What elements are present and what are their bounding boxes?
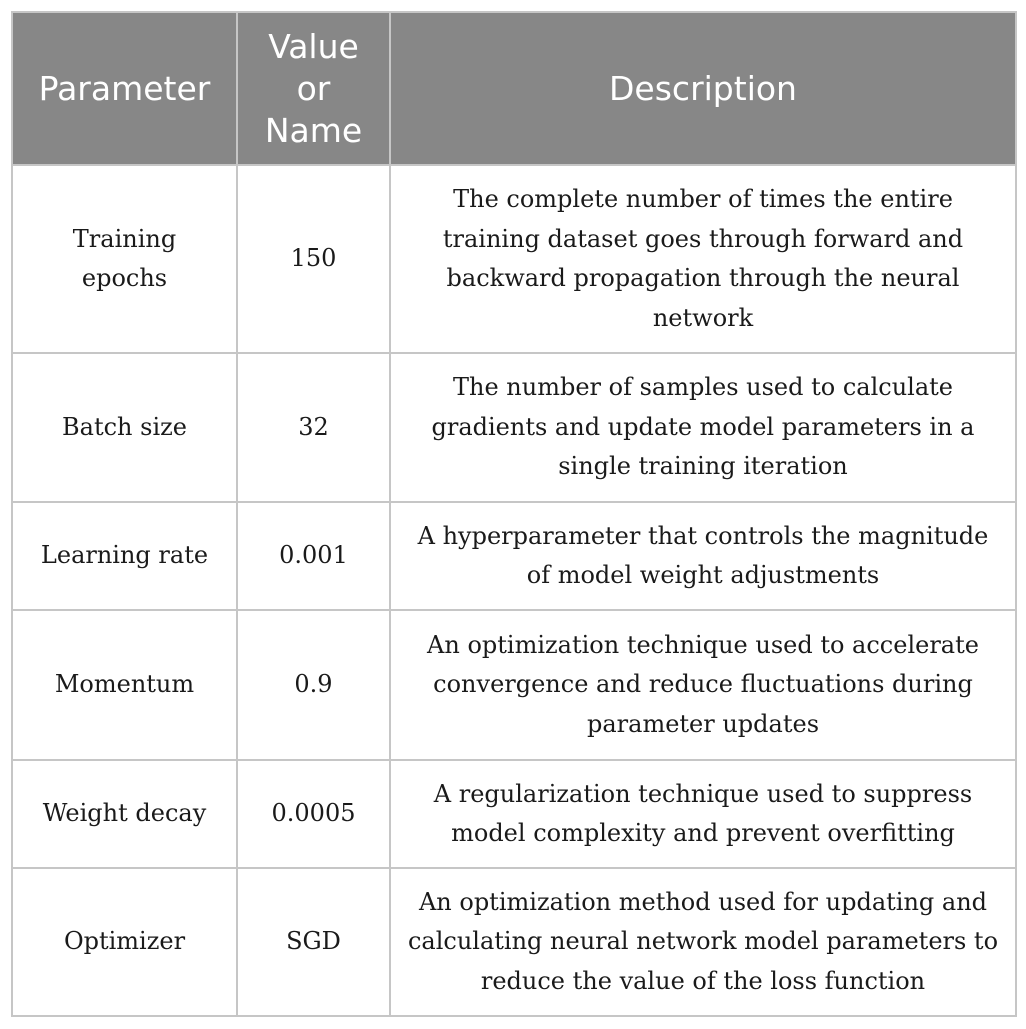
cell-parameter: Weight decay [12,760,237,868]
header-description: Description [390,12,1016,165]
cell-parameter [12,165,237,353]
cell-parameter: Batch size [12,353,237,502]
table-row [12,760,1016,868]
cell-value: SGD [237,868,390,1016]
table-row [12,353,1016,502]
table-header [12,12,1016,165]
cell-description: A regularization technique used to suppress model complexity and prevent overfitting [390,760,1016,868]
parameter-table [11,11,1017,1017]
parameter-label: Training epochs [72,224,177,292]
cell-description: An optimization technique used to accelerate convergence and reduce fluctuations during parameter updates [390,610,1016,760]
cell-description: A hyperparameter that controls the magnitude of model weight adjustments [390,502,1016,610]
table-row [12,165,1016,353]
cell-description: The complete number of times the entire training dataset goes through forward and backward propagation through the neural network [390,165,1016,353]
cell-value: 150 [237,165,390,353]
header-parameter: Parameter [12,12,237,165]
cell-value: 32 [237,353,390,502]
cell-description: An optimization method used for updating and calculating neural network model parameters to reduce the value of the loss function [390,868,1016,1016]
cell-parameter: Momentum [12,610,237,760]
table-row [12,502,1016,610]
cell-value: 0.001 [237,502,390,610]
table-row [12,868,1016,1016]
table-row [12,610,1016,760]
table-body [12,165,1016,1016]
header-value-label: Value or Name [264,26,363,150]
cell-value: 0.9 [237,610,390,760]
cell-description: The number of samples used to calculate gradients and update model parameters in a single training iteration [390,353,1016,502]
header-row [12,12,1016,165]
header-value [237,12,390,165]
cell-parameter: Learning rate [12,502,237,610]
cell-parameter: Optimizer [12,868,237,1016]
cell-value: 0.0005 [237,760,390,868]
